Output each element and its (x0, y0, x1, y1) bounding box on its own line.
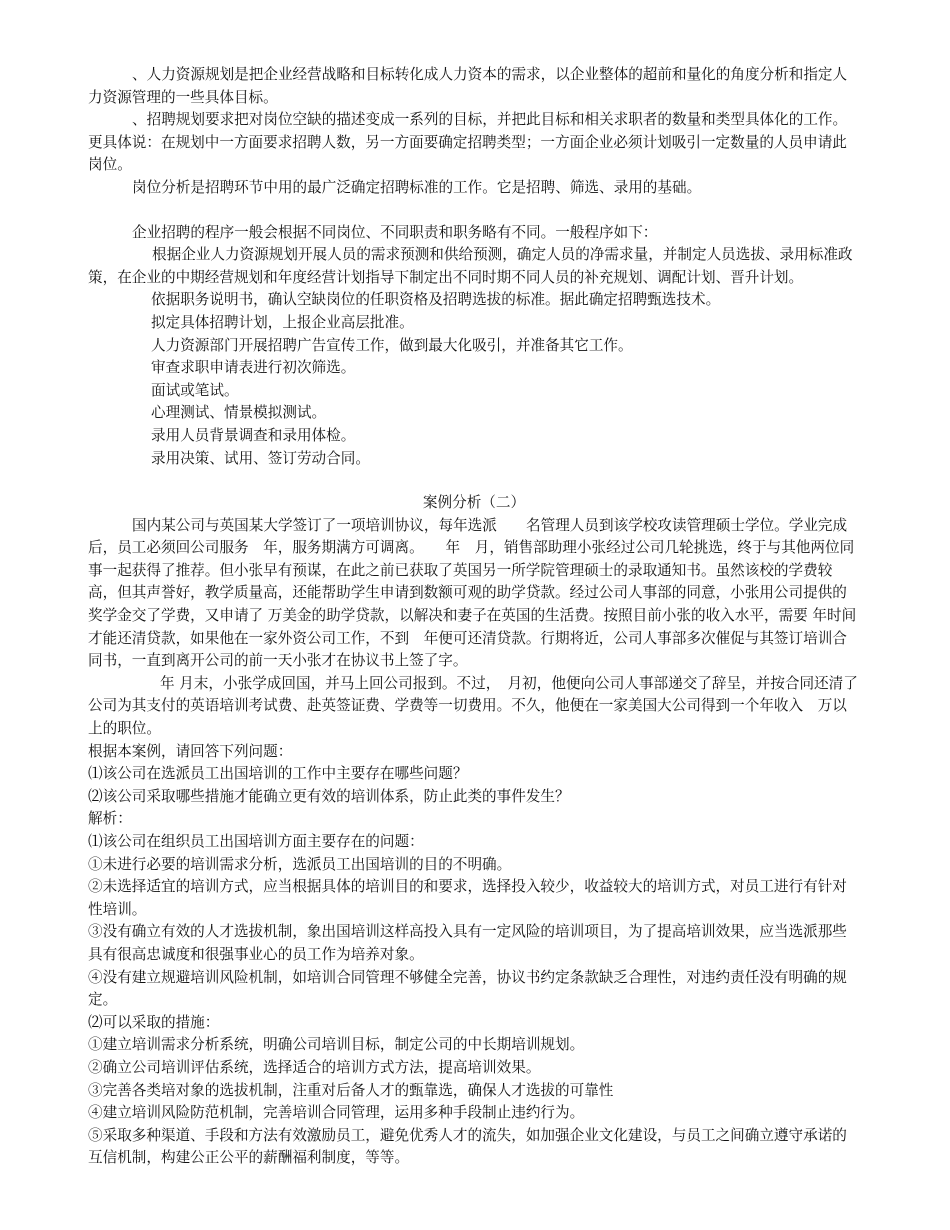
job-analysis-paragraph: 岗位分析是招聘环节中用的最广泛确定招聘标准的工作。它是招聘、筛选、录用的基础。 (132, 178, 702, 196)
answer-1-item: ②未选择适宜的培训方式，应当根据具体的培训目的和要求，选择投入较少，收益较大的培训方式，对员工进行有针对性培训。 (88, 878, 847, 918)
procedure-step: 人力资源部门开展招聘广告宣传工作，做到最大化吸引，并准备其它工作。 (151, 336, 633, 354)
procedure-intro: 企业招聘的程序一般会根据不同岗位、不同职责和职务略有不同。一般程序如下： (132, 223, 658, 241)
case-title: 案例分析（二） (422, 494, 526, 512)
question-2: ⑵该公司采取哪些措施才能确立更有效的培训体系，防止此类的事件发生？ (88, 787, 570, 805)
procedure-step: 心理测试、情景模拟测试。 (151, 404, 327, 422)
analysis-heading: 解析： (88, 810, 132, 828)
recruitment-planning-paragraph: 、招聘规划要求把对岗位空缺的描述变成一系列的目标，并把此目标和相关求职者的数量和类型具体化的工作。更具体说：在规划中一方面要求招聘人数，另一方面要确定招聘类型；一方面企业必须计划吸引一定数量的人员申请此岗位。 (88, 111, 848, 174)
answer-1-item: ①未进行必要的培训需求分析，选派员工出国培训的目的不明确。 (88, 855, 512, 873)
answer-1-item: ④没有建立规避培训风险机制，如培训合同管理不够健全完善，协议书约定条款缺乏合理性，对违约责任没有明确的规定。 (88, 968, 847, 1009)
answer-1-item: ③没有确立有效的人才选拔机制，象出国培训这样高投入具有一定风险的培训项目，为了提高培训效果，应当选派那些具有很高忠诚度和很强事业心的员工作为培养对象。 (88, 923, 847, 963)
answer-2-item: ①建立培训需求分析系统，明确公司培训目标，制定公司的中长期培训规划。 (88, 1036, 585, 1054)
question-1: ⑴该公司在选派员工出国培训的工作中主要存在哪些问题？ (88, 765, 468, 783)
procedure-step: 录用决策、试用、签订劳动合同。 (151, 449, 370, 467)
question-prompt: 根据本案例，请回答下列问题： (88, 742, 293, 760)
answer-2-item: ④建立培训风险防范机制，完善培训合同管理，运用多种手段制止违约行为。 (88, 1104, 585, 1122)
spacer (88, 470, 860, 492)
answer-2-item: ②确立公司培训评估系统，选择适合的培训方式方法，提高培训效果。 (88, 1058, 541, 1076)
procedure-step: 面试或笔试。 (151, 381, 239, 399)
procedure-step: 录用人员背景调查和录用体检。 (151, 426, 356, 444)
spacer (88, 200, 860, 222)
procedure-step: 审查求职申请表进行初次筛选。 (151, 359, 356, 377)
case-paragraph-2: 年 月末，小张学成回国，并马上回公司报到。不过， 月初，他便向公司人事部递交了辞呈，并按合同还清了公司为其支付的英语培训考试费、赴英签证费、学费等一切费用。不久，他便在一家美国大公司得到一个年收入 万以上的职位。 (88, 674, 858, 738)
answer-1-heading: ⑴该公司在组织员工出国培训方面主要存在的问题： (88, 833, 424, 850)
procedure-step: 依据职务说明书，确认空缺岗位的任职资格及招聘选拔的标准。据此确定招聘甄选技术。 (151, 291, 721, 309)
hr-planning-paragraph: 、人力资源规划是把企业经营战略和目标转化成人力资本的需求，以企业整体的超前和量化的角度分析和指定人力资源管理的一些具体目标。 (88, 66, 848, 106)
procedure-step-first: 根据企业人力资源规划开展人员的需求预测和供给预测，确定人员的净需求量，并制定人员选拔、录用标准政策，在企业的中期经营规划和年度经营计划指导下制定出不同时期不同人员的补充规划、调配计划、晋升计划。 (88, 246, 853, 286)
procedure-step: 拟定具体招聘计划，上报企业高层批准。 (151, 313, 414, 331)
answer-2-item: ③完善各类培对象的选拔机制，注重对后备人才的甄靠选，确保人才选拔的可靠性 (88, 1081, 614, 1099)
case-paragraph-1: 国内某公司与英国某大学签订了一项培训协议，每年选派 名管理人员到该学校攻读管理硕士学位。学业完成后，员工必须回公司服务 年，服务期满方可调离。 年 月，销售部助理小张经过公司几轮挑选，终于与其他两位同事一起获得了推荐。但小张早有预谋，在此之前已获取了英国另一所学院管理硕士的录取通知书。虽然该校的学费较高，但其声誉好，教学质量高，还能帮助学生申请到数额可观的助学贷款。经过公司人事部的同意，小张用公司提供的奖学金交了学费，又申请了 万美金的助学贷款，以解决和妻子在英国的生活费。按照目前小张的收入水平，需要 年时间才能还清贷款，如果他在一家外资公司工作，不到 年便可还清贷款。行期将近，公司人事部多次催促与其签订培训合同书，一直到离开公司的前一天小张才在协议书上签了字。 (88, 516, 857, 670)
answer-2-item: ⑤采取多种渠道、手段和方法有效激励员工，避免优秀人才的流失，如加强企业文化建设，与员工之间确立遵守承诺的互信机制，构建公正公平的薪酬福利制度，等等。 (88, 1126, 847, 1167)
answer-2-heading: ⑵可以采取的措施： (88, 1013, 220, 1031)
